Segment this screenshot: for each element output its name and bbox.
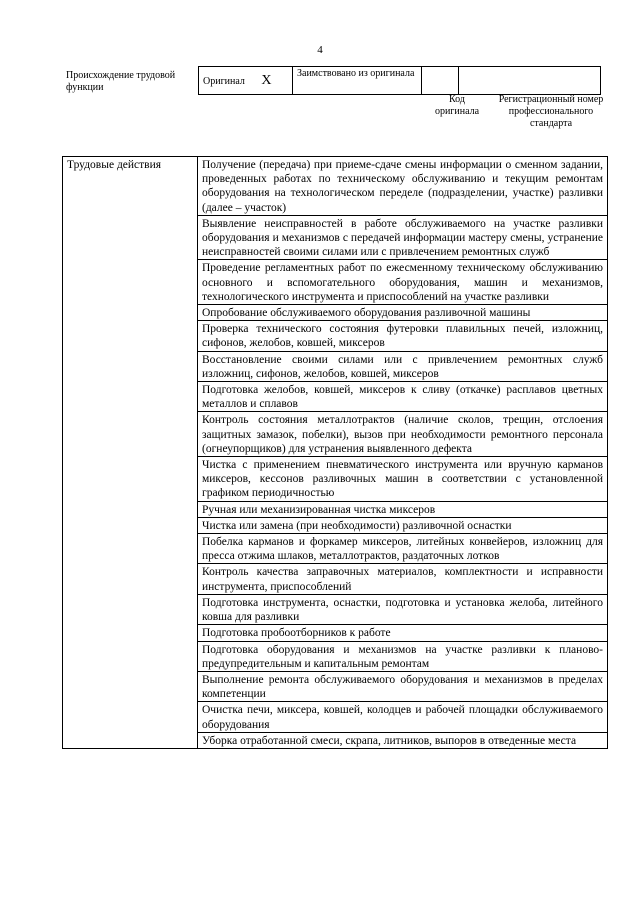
labor-action: Контроль качества заправочных материалов, комплектности и исправности инструмента, приспособлений [198,564,608,594]
labor-action: Чистка или замена (при необходимости) разливочной оснастки [198,517,608,533]
origin-original-label: Оригинал [203,75,245,87]
origin-original-cell [199,67,293,95]
labor-action: Подготовка инструмента, оснастки, подготовка и установка желоба, литейного ковша для разливки [198,594,608,624]
origin-code-cell [422,67,459,95]
code-caption: Код оригинала [434,94,480,117]
labor-action: Опробование обслуживаемого оборудования разливочной машины [198,305,608,321]
origin-original-mark: X [261,72,272,88]
labor-action: Чистка с применением пневматического инструмента или вручную карманов миксеров, кессонов разливочных машин в соответствии с установленной графиком периодичностью [198,457,608,502]
labor-action: Выполнение ремонта обслуживаемого оборудования и механизмов в пределах компетенции [198,671,608,701]
origin-label: Происхождение трудовой функции [66,70,176,93]
origin-reg-number-cell [459,67,601,95]
labor-action: Восстановление своими силами или с привлечением ремонтных служб изложниц, сифонов, желобов, ковшей, миксеров [198,351,608,381]
labor-action: Получение (передача) при приеме-сдаче смены информации о сменном задании, проведенных работах по техническому обслуживанию и текущим ремонтам оборудования на технологическом переделе (подразделении, участке) разливки (далее – участок) [198,157,608,216]
labor-action: Проведение регламентных работ по ежесменному техническому обслуживанию основного и вспомогательного оборудования, машин и механизмов, технологического инструмента и приспособлений на участке разливки [198,260,608,305]
labor-action: Уборка отработанной смеси, скрапа, литников, выпоров в отведенные места [198,732,608,748]
origin-table [198,66,601,95]
labor-action: Проверка технического состояния футеровки плавильных печей, изложниц, сифонов, желобов, ковшей, миксеров [198,321,608,351]
labor-action: Побелка карманов и форкамер миксеров, литейных конвейеров, изложниц для пресса отжима шлаков, металлотрактов, раздаточных лотков [198,534,608,564]
labor-actions-label: Трудовые действия [63,157,198,749]
labor-action: Контроль состояния металлотрактов (наличие сколов, трещин, отслоения защитных замазок, побелки), вызов при необходимости ремонтного персонала (огнеупорщиков) для устранения выявленного дефекта [198,412,608,457]
labor-action: Ручная или механизированная чистка миксеров [198,501,608,517]
labor-action: Подготовка пробоотборников к работе [198,625,608,641]
labor-action: Выявление неисправностей в работе обслуживаемого на участке разливки оборудования и механизмов с передачей информации мастеру смены, устранение неисправностей своими силами или с привлечением ремонтных служб [198,215,608,260]
page-number: 4 [317,44,323,56]
labor-actions-table [62,156,608,749]
labor-action: Подготовка оборудования и механизмов на участке разливки к планово-предупредительным и капитальным ремонтам [198,641,608,671]
labor-action: Подготовка желобов, ковшей, миксеров к сливу (откачке) расплавов цветных металлов и сплавов [198,382,608,412]
labor-action: Очистка печи, миксера, ковшей, колодцев и рабочей площадки обслуживаемого оборудования [198,702,608,732]
reg-number-caption: Регистрационный номер профессионального стандарта [498,94,604,129]
table-row [63,157,608,216]
origin-borrowed-cell: Заимствовано из оригинала [293,67,422,95]
